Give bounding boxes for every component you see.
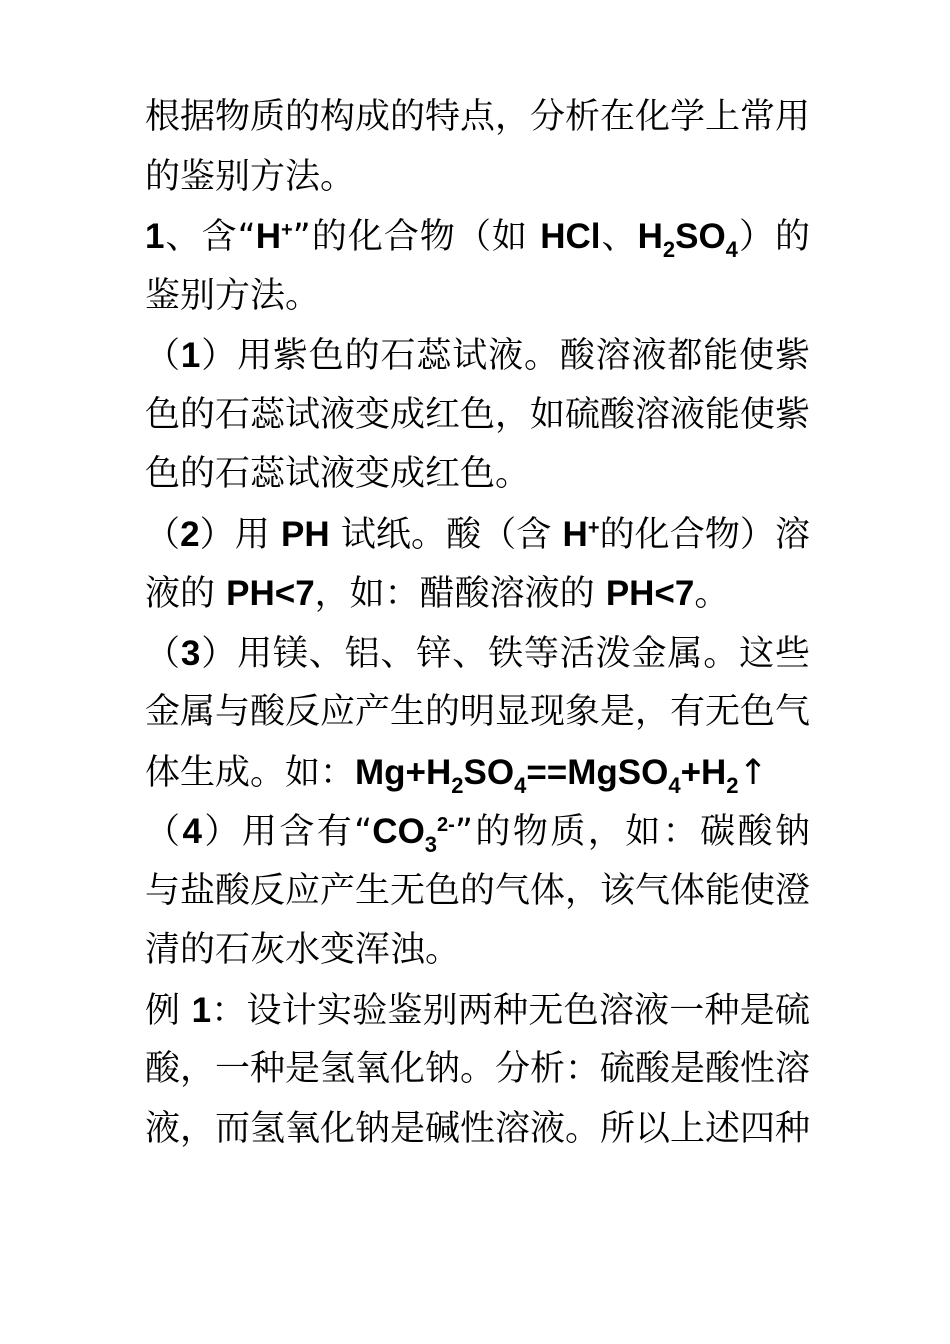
text-line: 清的石灰水变浑浊。 xyxy=(145,930,461,970)
text-line: （1）用紫色的石蕊试液。酸溶液都能使紫 xyxy=(145,336,810,376)
document-body xyxy=(145,88,810,1159)
text-line: 液的 PH<7，如：醋酸溶液的 PH<7。 xyxy=(145,574,730,614)
text-line: 金属与酸反应产生的明显现象是，有无色气 xyxy=(145,692,811,732)
text-line: 色的石蕊试液变成红色，如硫酸溶液能使紫 xyxy=(145,394,811,435)
text-line: 根据物质的构成的特点，分析在化学上常用 xyxy=(145,97,811,137)
text-line: 鉴别方法。 xyxy=(145,275,321,316)
text-line: （3）用镁、铝、锌、铁等活泼金属。这些 xyxy=(145,633,810,674)
text-line: 酸，一种是氢氧化钠。分析：硫酸是酸性溶 xyxy=(145,1049,811,1089)
text-line: （2）用 PH 试纸。酸（含 H+的化合物）溶 xyxy=(145,514,810,555)
text-line: 与盐酸反应产生无色的气体，该气体能使澄 xyxy=(145,870,811,911)
text-line: （4）用含有“$CO_3^{2-}$”的物质，如：碳酸钠 xyxy=(145,812,810,857)
text-line: 体生成。如：$Mg+H_2SO_4==MgSO_4+H_2↑$ xyxy=(145,752,768,798)
text-line: 例 1：设计实验鉴别两种无色溶液一种是硫 xyxy=(145,990,810,1031)
text-line: 液，而氢氧化钠是碱性溶液。所以上述四种 xyxy=(145,1108,811,1149)
text-line: 的鉴别方法。 xyxy=(145,156,356,197)
text-line: 色的石蕊试液变成红色。 xyxy=(145,454,531,494)
text-line: 1、含“H+”的化合物（如 HCl、$H_2SO_4$）的 xyxy=(145,217,810,262)
